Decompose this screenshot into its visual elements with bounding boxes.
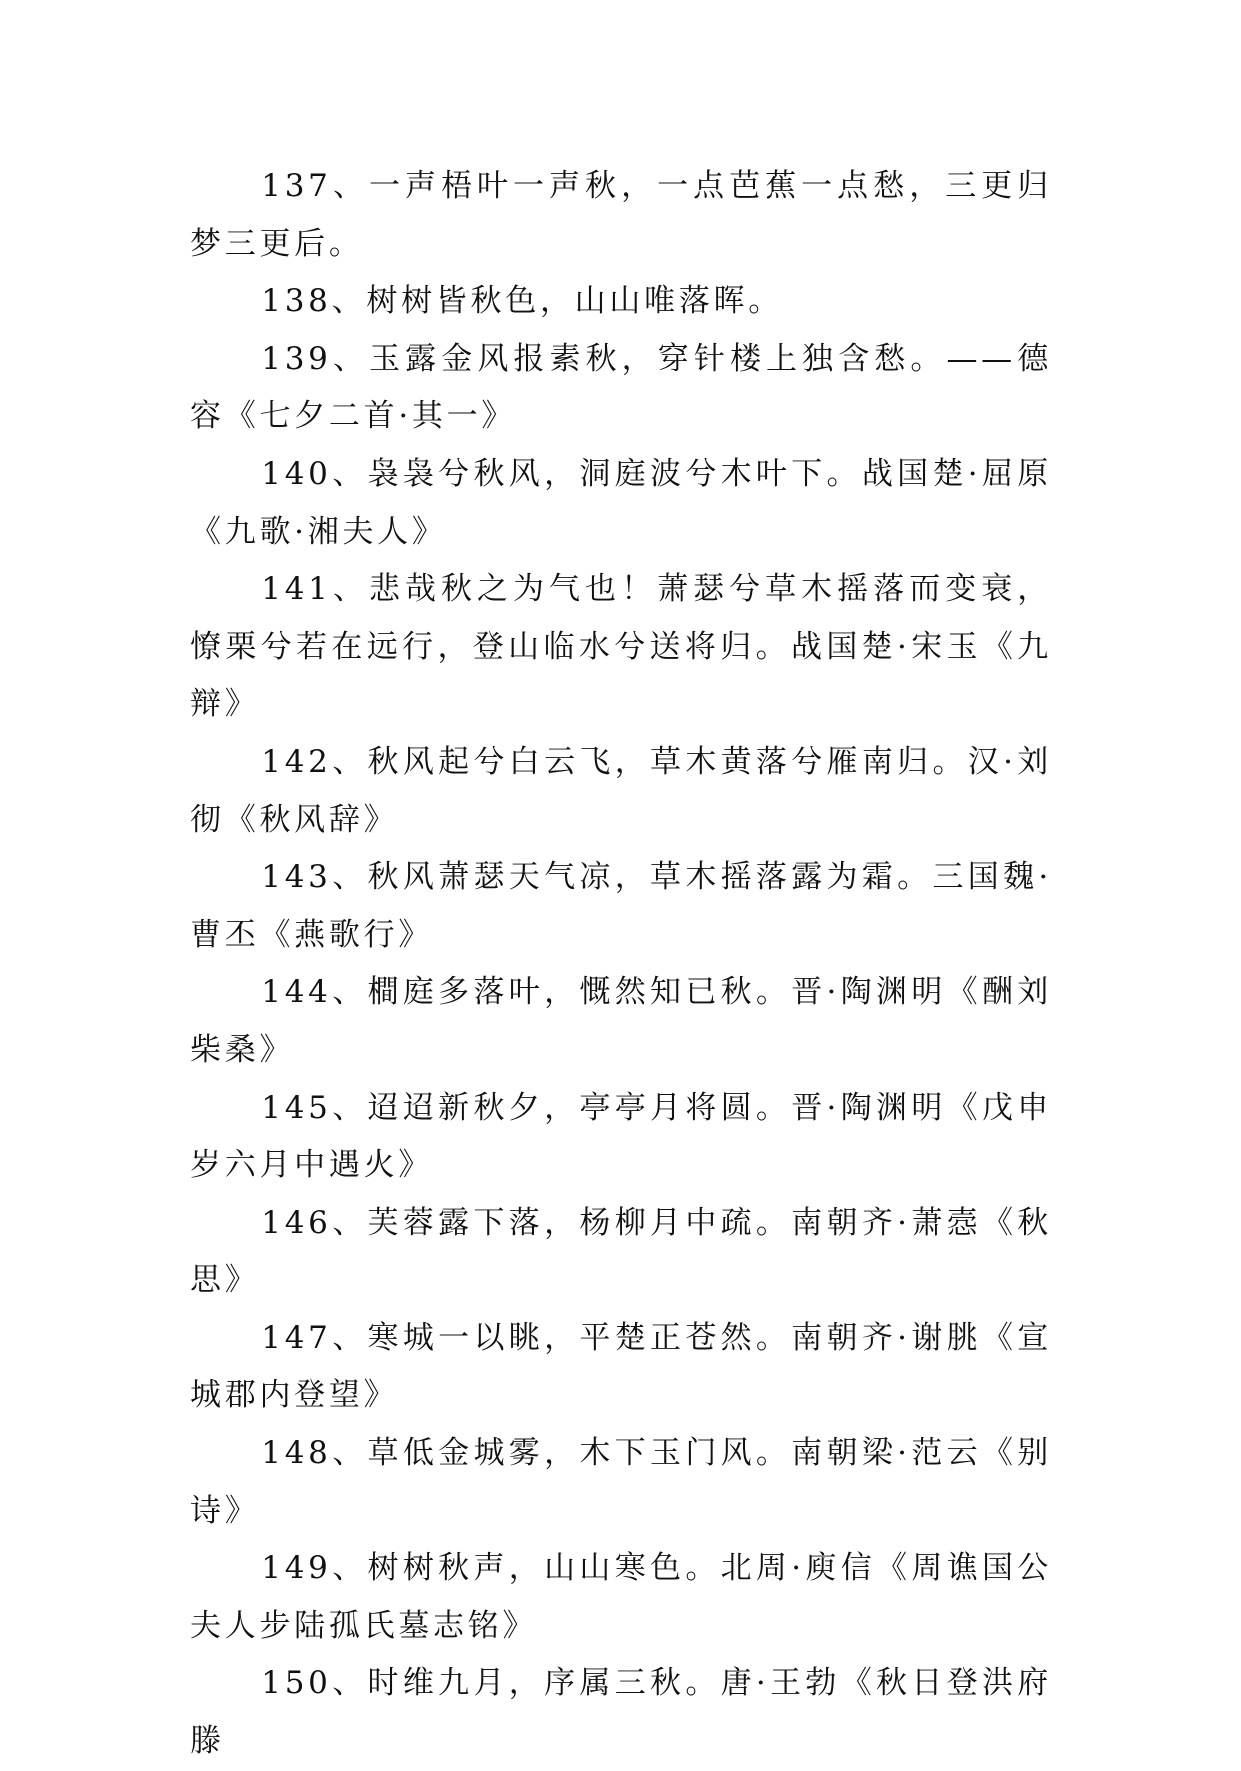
entry-148: 148、草低金城雾，木下玉门风。南朝梁·范云《别诗》 [190,1435,1052,1529]
entry-137: 137、一声梧叶一声秋，一点芭蕉一点愁，三更归梦三更后。 [190,168,1052,262]
entry-142: 142、秋风起兮白云飞，草木黄落兮雁南归。汉·刘彻《秋风辞》 [190,743,1052,838]
entry-143: 143、秋风萧瑟天气凉，草木摇落露为霜。三国魏·曹丕《燕歌行》 [190,859,1052,953]
entry-149: 149、树树秋声，山山寒色。北周·庾信《周谯国公夫人步陆孤氏墓志铭》 [190,1550,1052,1644]
entry-146: 146、芙蓉露下落，杨柳月中疏。南朝齐·萧悫《秋思》 [190,1204,1052,1299]
entry-150: 150、时维九月，序属三秋。唐·王勃《秋日登洪府滕 [190,1665,1052,1760]
entry-144: 144、橺庭多落叶，慨然知已秋。晋·陶渊明《酬刘柴桑》 [190,974,1052,1068]
entry-139: 139、玉露金风报素秋，穿针楼上独含愁。——德容《七夕二首·其一》 [190,340,1052,435]
document-body [190,158,1052,1771]
entry-141: 141、悲哉秋之为气也！萧瑟兮草木摇落而变衰，憭栗兮若在远行，登山临水兮送将归。战国楚·宋玉《九辩》 [190,571,1052,723]
entry-145: 145、迢迢新秋夕，亭亭月将圆。晋·陶渊明《戊申岁六月中遇火》 [190,1089,1052,1184]
entry-140: 140、袅袅兮秋风，洞庭波兮木叶下。战国楚·屈原《九歌·湘夫人》 [190,455,1052,550]
entry-147: 147、寒城一以眺，平楚正苍然。南朝齐·谢朓《宣城郡内登望》 [190,1319,1052,1414]
entry-138: 138、树树皆秋色，山山唯落晖。 [261,283,783,320]
